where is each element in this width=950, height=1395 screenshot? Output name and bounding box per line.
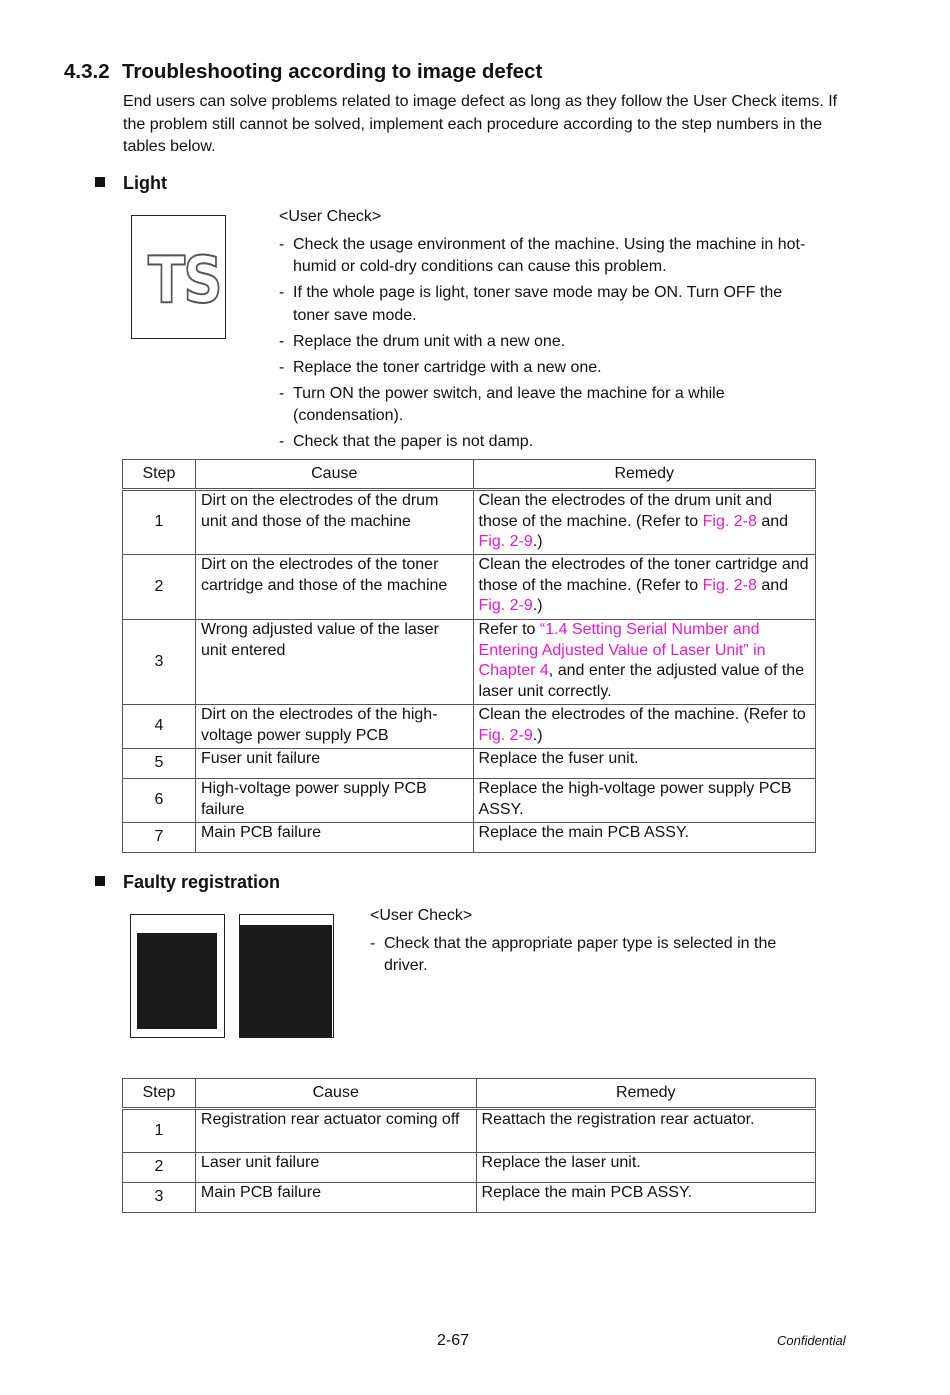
remedy-cell: [473, 705, 815, 749]
user-check-text: If the whole page is light, toner save mode may be ON. Turn OFF the toner save mode.: [293, 284, 783, 324]
remedy-cell: [476, 1183, 815, 1213]
dash-bullet: -: [279, 235, 285, 253]
dash-bullet: -: [279, 384, 285, 402]
user-check-item: [279, 357, 819, 380]
remedy-cell: [473, 749, 815, 779]
remedy-cell: [473, 823, 815, 853]
header-remedy: Remedy: [476, 1079, 815, 1109]
table-row: [123, 779, 816, 823]
remedy-text: and: [756, 576, 789, 594]
section-number: 4.3.2: [64, 60, 110, 83]
table-row: [123, 823, 816, 853]
figure-reference-link[interactable]: “1.4 Setting Serial Number and Entering Adjusted Value of Laser Unit” in Chapter 4: [478, 621, 766, 679]
faulty-user-check-list: [370, 933, 820, 978]
header-cause: Cause: [195, 460, 473, 490]
step-cell: 6: [123, 779, 196, 823]
step-cell: 1: [123, 490, 196, 555]
remedy-text: Replace the main PCB ASSY.: [478, 824, 690, 841]
cause-cell: Main PCB failure: [195, 823, 473, 853]
black-fill: [137, 933, 217, 1029]
remedy-text: Refer to: [478, 621, 540, 638]
cause-cell: Dirt on the electrodes of the drum unit and those of the machine: [195, 490, 473, 555]
square-bullet-icon: [95, 876, 105, 886]
step-cell: 1: [123, 1109, 196, 1153]
dash-bullet: -: [279, 433, 285, 450]
cause-cell: High-voltage power supply PCB failure: [195, 779, 473, 823]
step-cell: 4: [123, 705, 196, 749]
remedy-text: .): [532, 597, 543, 614]
light-table-header: [123, 460, 816, 490]
light-heading-text: Light: [123, 173, 167, 193]
figure-reference-link[interactable]: Fig. 2-9: [478, 726, 533, 744]
remedy-text: and: [756, 512, 789, 530]
remedy-cell: [473, 490, 815, 555]
faulty-heading: [95, 872, 280, 893]
black-fill: [240, 925, 332, 1037]
cause-cell: Registration rear actuator coming off: [195, 1109, 476, 1153]
remedy-cell: [476, 1153, 815, 1183]
user-check-text: Replace the toner cartridge with a new one.: [293, 358, 602, 376]
figure-reference-link[interactable]: Fig. 2-8: [702, 512, 757, 530]
page-number: 2-67: [437, 1332, 470, 1349]
intro-paragraph: End users can solve problems related to image defect as long as they follow the User Check items. If the problem still cannot be solved, implement each procedure according to the step numbers in the tables below.: [123, 93, 838, 155]
cause-cell: Wrong adjusted value of the laser unit entered: [195, 620, 473, 705]
remedy-cell: [473, 779, 815, 823]
figure-reference-link[interactable]: Fig. 2-9: [478, 597, 533, 614]
cause-cell: Dirt on the electrodes of the toner cartridge and those of the machine: [195, 555, 473, 620]
user-check-text: Check the usage environment of the machine. Using the machine in hot-humid or cold-dry conditions can cause this problem.: [293, 235, 806, 275]
faulty-user-check: [370, 905, 820, 981]
table-row: [123, 555, 816, 620]
table-row: [123, 749, 816, 779]
dash-bullet: -: [279, 332, 285, 350]
header-cause: Cause: [195, 1079, 476, 1109]
step-cell: 2: [123, 555, 196, 620]
user-check-item: [370, 933, 820, 978]
confidential-label: Confidential: [777, 1333, 846, 1348]
section-title: [64, 60, 542, 84]
faulty-sample-image-1: [130, 914, 225, 1038]
faulty-heading-text: Faulty registration: [123, 872, 281, 892]
user-check-text: Check that the paper is not damp.: [293, 433, 534, 450]
figure-reference-link[interactable]: Fig. 2-9: [478, 533, 533, 550]
step-cell: 3: [123, 620, 196, 705]
remedy-text: .): [532, 533, 543, 550]
user-check-text: Turn ON the power switch, and leave the machine for a while (condensation).: [293, 384, 725, 424]
light-heading: [95, 173, 167, 194]
light-sample-image: [131, 215, 226, 339]
remedy-cell: [473, 620, 815, 705]
light-user-check-list: [279, 234, 819, 454]
remedy-text: Replace the laser unit.: [481, 1154, 641, 1171]
step-cell: 7: [123, 823, 196, 853]
light-sample-letters: TS: [148, 244, 221, 318]
cause-cell: Laser unit failure: [195, 1153, 476, 1183]
user-check-item: [279, 331, 819, 354]
square-bullet-icon: [95, 177, 105, 187]
cause-cell: Fuser unit failure: [195, 749, 473, 779]
table-row: [123, 1109, 816, 1153]
remedy-text: Replace the high-voltage power supply PCB ASSY.: [478, 780, 792, 818]
light-user-check-title: <User Check>: [279, 208, 382, 225]
faulty-table: [122, 1078, 816, 1213]
remedy-text: Reattach the registration rear actuator.: [481, 1111, 755, 1128]
step-cell: 3: [123, 1183, 196, 1213]
remedy-text: Replace the main PCB ASSY.: [481, 1184, 693, 1201]
remedy-cell: [473, 555, 815, 620]
step-cell: 5: [123, 749, 196, 779]
header-remedy: Remedy: [473, 460, 815, 490]
cause-cell: Main PCB failure: [195, 1183, 476, 1213]
step-cell: 2: [123, 1153, 196, 1183]
light-user-check: [279, 206, 819, 457]
remedy-text: , and enter the adjusted value of the laser unit correctly.: [478, 662, 805, 700]
table-row: [123, 1153, 816, 1183]
user-check-item: [279, 234, 819, 279]
section-title-text: Troubleshooting according to image defect: [122, 60, 543, 83]
figure-reference-link[interactable]: Fig. 2-8: [702, 576, 757, 594]
cause-cell: Dirt on the electrodes of the high-voltage power supply PCB: [195, 705, 473, 749]
header-step: Step: [123, 460, 196, 490]
table-row: [123, 1183, 816, 1213]
dash-bullet: -: [279, 358, 285, 376]
faulty-table-header: [123, 1079, 816, 1109]
user-check-text: Check that the appropriate paper type is selected in the driver.: [384, 934, 777, 974]
dash-bullet: -: [279, 284, 285, 301]
light-table: [122, 459, 816, 853]
dash-bullet: -: [370, 934, 376, 952]
table-row: [123, 490, 816, 555]
faulty-user-check-title: <User Check>: [370, 907, 473, 924]
user-check-item: [279, 431, 819, 454]
faulty-sample-image-2: [239, 914, 334, 1038]
header-step: Step: [123, 1079, 196, 1109]
remedy-text: Replace the fuser unit.: [478, 750, 639, 767]
user-check-item: [279, 282, 819, 327]
user-check-text: Replace the drum unit with a new one.: [293, 332, 566, 350]
remedy-text: .): [532, 726, 543, 744]
remedy-text: Clean the electrodes of the machine. (Refer to: [478, 706, 806, 723]
remedy-text: Clean the electrodes of the toner cartridge and those of the machine. (Refer to: [478, 556, 809, 594]
table-row: [123, 620, 816, 705]
remedy-cell: [476, 1109, 815, 1153]
remedy-text: Clean the electrodes of the drum unit and those of the machine. (Refer to: [478, 492, 773, 530]
user-check-item: [279, 383, 819, 428]
table-row: [123, 705, 816, 749]
